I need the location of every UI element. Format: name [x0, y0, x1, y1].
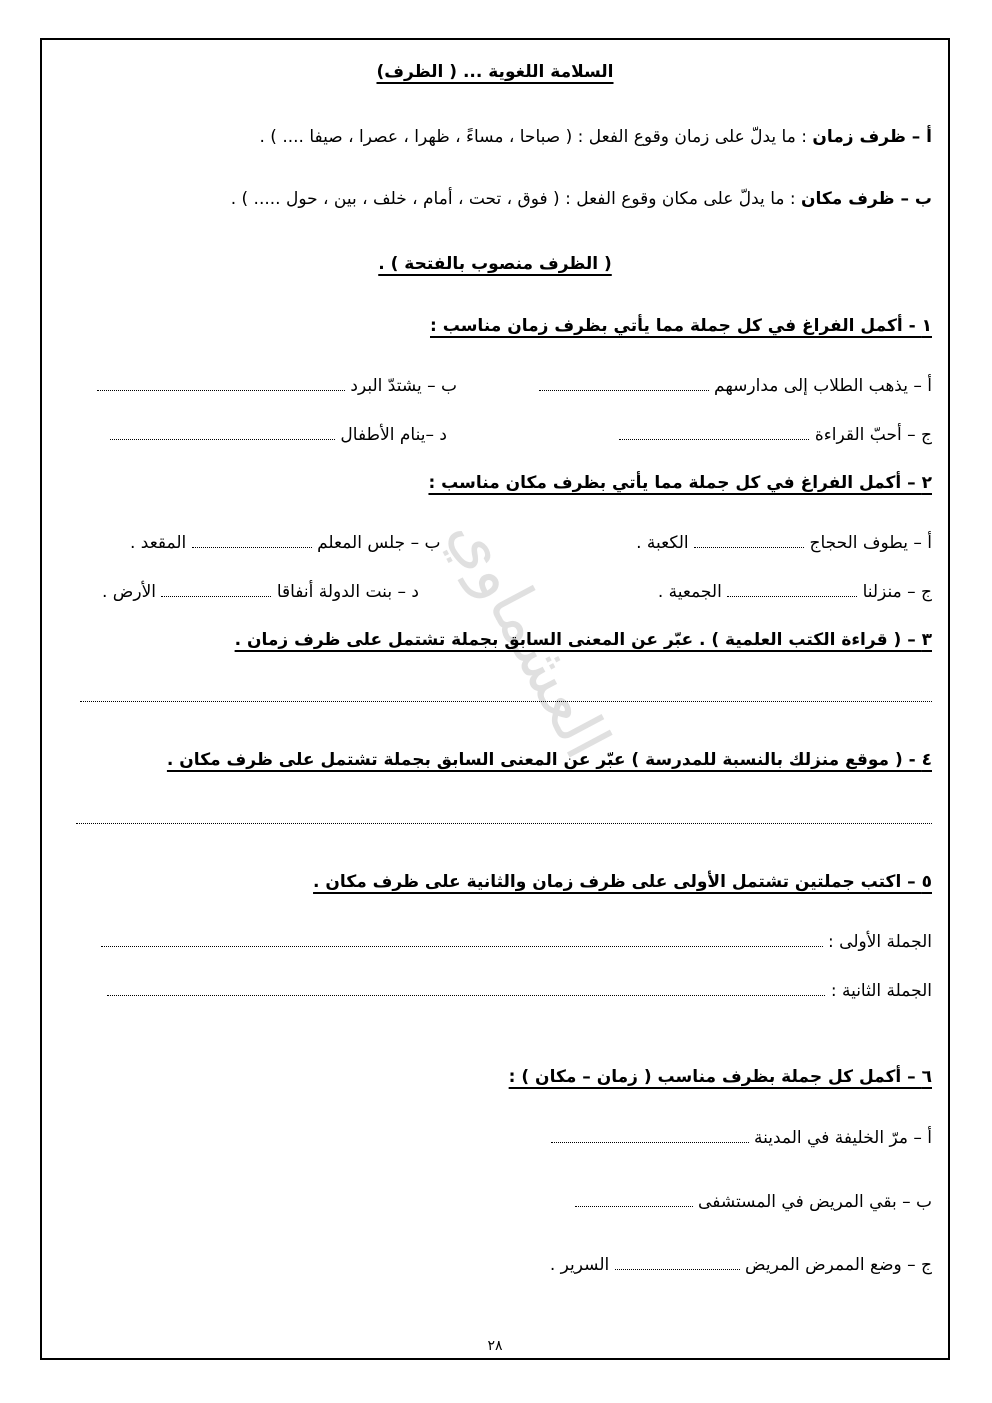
- q1-item-c: ج – أحبّ القراءة: [619, 425, 932, 445]
- q2-c-blank[interactable]: [727, 595, 857, 597]
- q6-c-blank[interactable]: [615, 1268, 740, 1270]
- q2-a-blank[interactable]: [694, 546, 804, 548]
- definition-time-adverb: [259, 127, 932, 147]
- q2-item-a: أ – يطوف الحجاج الكعبة .: [636, 533, 932, 553]
- q6-item-c: ج – وضع الممرض المريض السرير .: [549, 1255, 932, 1275]
- q2-d-blank[interactable]: [161, 595, 271, 597]
- q5-first-blank[interactable]: [101, 945, 823, 947]
- q5-second-sentence: الجملة الثانية :: [107, 981, 932, 1001]
- question-5-title: ٥ – اكتب جملتين تشتمل الأولى على ظرف زمان والثانية على ظرف مكان .: [313, 872, 932, 892]
- q2-b-blank[interactable]: [192, 546, 312, 548]
- q5-second-blank[interactable]: [107, 994, 825, 996]
- page-number: ٢٨: [487, 1338, 503, 1354]
- q5-first-sentence: الجملة الأولى :: [101, 932, 932, 952]
- definition-place-adverb: [231, 189, 932, 209]
- q1-b-blank[interactable]: [97, 389, 345, 391]
- q1-item-a: أ – يذهب الطلاب إلى مدارسهم: [539, 376, 932, 396]
- question-1-title: ١ - أكمل الفراغ في كل جملة مما يأتي بظرف زمان مناسب :: [430, 316, 932, 336]
- watermark: العشماوي: [435, 503, 624, 771]
- q1-d-blank[interactable]: [110, 438, 335, 440]
- q2-item-b: ب – جلس المعلم المقعد .: [130, 533, 441, 553]
- page-title: السلامة اللغوية ... ( الظرف): [376, 62, 614, 82]
- q6-b-blank[interactable]: [575, 1205, 693, 1207]
- q2-item-c: ج – منزلنا الجمعية .: [657, 582, 932, 602]
- q1-item-d: د –ينام الأطفال: [110, 425, 447, 445]
- q6-item-b: ب – بقي المريض في المستشفى: [575, 1192, 932, 1212]
- q3-answer-line[interactable]: [80, 700, 932, 702]
- q6-a-blank[interactable]: [551, 1141, 749, 1143]
- q4-answer-line[interactable]: [76, 822, 932, 824]
- question-2-title: ٢ – أكمل الفراغ في كل جملة مما يأتي بظرف مكان مناسب :: [428, 473, 932, 493]
- grammar-rule: ( الظرف منصوب بالفتحة ) .: [378, 254, 612, 274]
- definition-place-label: ب – ظرف مكان: [801, 189, 932, 209]
- q1-c-blank[interactable]: [619, 438, 809, 440]
- question-4-title: ٤ - ( موقع منزلك بالنسبة للمدرسة ) عبّر عن المعنى السابق بجملة تشتمل على ظرف مكان .: [166, 750, 932, 770]
- q1-item-b: ب – يشتدّ البرد: [97, 376, 457, 396]
- question-3-title: ٣ – ( قراءة الكتب العلمية ) . عبّر عن المعنى السابق بجملة تشتمل على ظرف زمان .: [234, 630, 932, 650]
- page-border: [40, 38, 950, 1360]
- definition-time-text: : ما يدلّ على زمان وقوع الفعل : ( صباحا ، مساءً ، ظهرا ، عصرا ، صيفا .... ) .: [259, 127, 813, 147]
- definition-time-label: أ – ظرف زمان: [812, 127, 932, 147]
- definition-place-text: : ما يدلّ على مكان وقوع الفعل : ( فوق ، تحت ، أمام ، خلف ، بين ، حول ..... ) .: [230, 189, 802, 209]
- q6-item-a: أ – مرّ الخليفة في المدينة: [551, 1128, 932, 1148]
- question-6-title: ٦ – أكمل كل جملة بظرف مناسب ( زمان – مكان ) :: [508, 1067, 932, 1087]
- q1-a-blank[interactable]: [539, 389, 709, 391]
- q2-item-d: د – بنت الدولة أنفاقا الأرض .: [102, 582, 419, 602]
